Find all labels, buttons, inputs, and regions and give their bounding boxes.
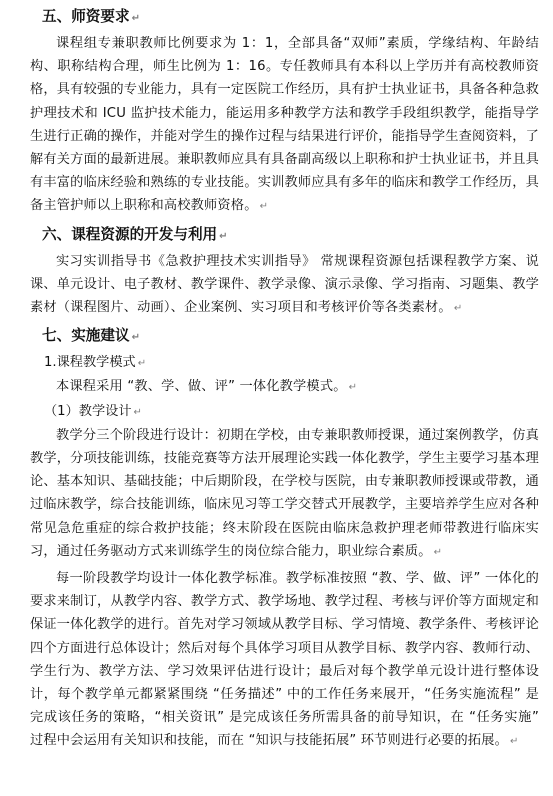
paragraph-text: 实习实训指导书《急救护理技术实训指导》 常规课程资源包括课程教学方案、说课、单元设计、电子教材、教学课件、教学录像、演示录像、学习指南、习题集、教学素材（课程图片、动画）、企业案例、实习项目和考核评价等各类素材。 (30, 253, 539, 316)
heading-text: 六、课程资源的开发与利用 (42, 225, 218, 243)
section-heading-implementation (42, 325, 539, 349)
paragraph-text: 教学分三个阶段进行设计：初期在学校，由专兼职教师授课，通过案例教学，仿真教学，分项技能训练，技能竞赛等方法开展理论实践一体化教学，学生主要学习基本理论、基本知识、基础技能；中后期阶段，在学校与医院，由专兼职教师授课或带教，通过临床教学，综合技能训练，临床见习等工学交替式开展教学，主要培养学生应对各种常见急危重症的综合救护技能；终末阶段在医院由临床急救护理老师带教进行临床实习，通过任务驱动方式来训练学生的岗位综合能力，职业综合素质。 (30, 427, 539, 559)
paragraph-mark-icon: ↵ (433, 546, 443, 558)
subheading-text: 1.课程教学模式 (44, 355, 136, 371)
paragraph-mark-icon: ↵ (259, 201, 269, 213)
paragraph-mark-icon: ↵ (348, 382, 358, 394)
paragraph-mark-icon: ↵ (133, 406, 142, 418)
paragraph-mark-icon: ↵ (131, 13, 140, 24)
paragraph-mark-icon: ↵ (510, 736, 519, 748)
paragraph-mark-icon: ↵ (453, 303, 463, 315)
subheading-text: （1）教学设计 (44, 403, 132, 419)
subheading-teaching-mode (30, 351, 539, 375)
paragraph-teaching-mode (30, 375, 539, 399)
paragraph-mark-icon: ↵ (219, 230, 228, 242)
heading-text: 五、师资要求 (42, 8, 130, 25)
section-heading-teachers (42, 6, 539, 30)
paragraph-text: 课程组专兼职教师比例要求为 1：1，全部具备“双师”素质，学缘结构、年龄结构、职称结构合理，师生比例为 1：16。专任教师具有本科以上学历并有高校教师资格，具有较强的专业能力，具有一定医院工作经历，具有护士执业证书，具备各种急救护理技术和 ICU 监护技术能力，能运用多种教学方法和教学手段组织教学，能指导学生进行正确的操作，并能对学生的操作过程与结果进行评价，能指导学生查阅资料，了解有关方面的最新进展。兼职教师应具有具备副高级以上职称和护士执业证书，并且具有丰富的临床经验和熟练的专业技能。实训教师应具有多年的临床和教学工作经历，具备主管护师以上职称和高校教师资格。 (30, 36, 539, 214)
paragraph-teaching-standards (30, 567, 539, 754)
section-heading-resources (42, 224, 539, 248)
paragraph-mark-icon: ↵ (137, 358, 147, 370)
paragraph-mark-icon: ↵ (131, 332, 140, 344)
heading-text: 七、实施建议 (42, 327, 130, 345)
paragraph-teaching-stages (30, 424, 539, 564)
paragraph-teacher-requirements (30, 32, 539, 219)
subheading-teaching-design (30, 400, 539, 424)
paragraph-course-resources (30, 250, 539, 321)
paragraph-text: 本课程采用 “教、学、做、评” 一体化教学模式。 (56, 379, 347, 395)
paragraph-text: 每一阶段教学均设计一体化教学标准。教学标准按照 “教、学、做、评” 一体化的要求来制订，从教学内容、教学方式、教学场地、教学过程、考核与评价等方面规定和保证一体化教学的进行。首先对学习领域从教学目标、学习情境、教学条件、考核评论四个方面进行总体设计；然后对每个具体学习项目从教学目标、教学内容、教师行动、学生行为、教学方法、学习效果评估进行设计；最后对每个教学单元设计进行整体设计，每个教学单元都紧紧围绕 “任务描述” 中的工作任务来展开，“任务实施流程” 是完成该任务的策略，“相关资讯” 是完成该任务所需具备的前导知识，在 “任务实施” 过程中会运用有关知识和技能，而在 “知识与技能拓展” 环节则进行必要的拓展。 (30, 571, 539, 749)
